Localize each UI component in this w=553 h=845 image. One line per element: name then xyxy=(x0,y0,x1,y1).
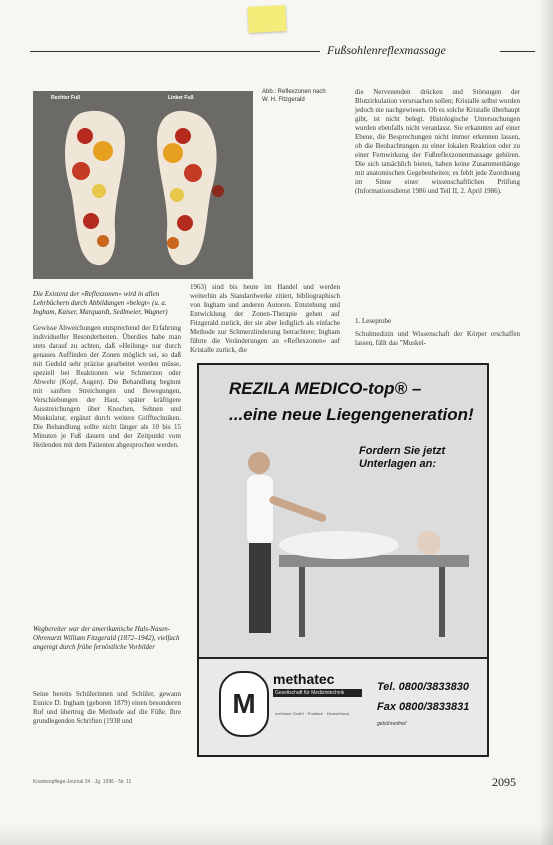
ad-phone[interactable]: Tel. 0800/3833830 xyxy=(377,681,469,693)
methatec-logo: M xyxy=(219,671,269,737)
advertisement[interactable] xyxy=(197,363,489,757)
left-foot-label: Linker Fuß xyxy=(168,95,194,101)
left-column xyxy=(33,324,181,620)
right-foot-label: Rechter Fuß xyxy=(51,95,81,101)
right-column-paragraph: die Nervenenden drücken und Störungen der Blutzirkulation verursachen sollen; Kristalle selbst wurden jedoch nie nachgewiesen. Ob es solche Kristalle überhaupt gibt, ist nicht belegt. Histologische Untersuchungen wurden ebenfalls nicht veranlasst. Sie erkannten auf einer Ebene, die Besprechungen nicht immer erkennen lassen, ob die Beobachtungen zu einer lokalen Reaktion oder zu einer Fernwirkung der Fußreflexzonenmassage gehören. Die sich tatsächlich bieten, haben keine Zusammenhänge mit anatomischen Gegebenheiten; es fehlt jede Zuordnung im Sinne einer wissenschaftlichen Prüfung (Informationsdienst 1986 und Teil II, 2. April 1986). xyxy=(355,88,520,195)
ad-call-to-action: Fordern Sie jetzt Unterlagen an: xyxy=(359,445,446,470)
left-subheading: Wegbereiter war der amerikanische Hals-Nasen-Ohrenarzt William Fitzgerald (1872–1942), vielfach angeregt durch frühe fernöstliche Vorbilder xyxy=(33,625,180,651)
footer-source: Krankenpflege-Journal 34 · Jg. 1996 · Nr. 11 xyxy=(33,779,132,785)
header-rule xyxy=(30,51,320,52)
ad-freecall: gebührenfrei! xyxy=(377,721,407,727)
foot-reflex-illustration xyxy=(33,91,253,279)
left-column-lower xyxy=(33,690,181,766)
right-subheading: 1. Leseprobe xyxy=(355,317,392,325)
ad-contact-panel xyxy=(199,657,487,757)
ad-fax: Fax 0800/3833831 xyxy=(377,701,470,713)
figure-caption: Die Existenz der »Reflexzonen« wird in allen Lehrbüchern durch Abbildungen »belegt« (u. a. Ingham, Kaiser, Marquardt, Sedlmeier, Wagner) xyxy=(33,290,168,316)
foot-reflex-figure xyxy=(33,91,253,279)
ad-brand-name: methatec xyxy=(273,671,335,687)
middle-column xyxy=(190,283,340,359)
ad-headline: REZILA MEDICO-top® – xyxy=(229,379,422,398)
left-column-paragraph: Gewisse Abweichungen entsprechend der Erfahrung individueller Besonderheiten. Überdies habe man stets darauf zu achten, daß »Heilung« nur durch genaues Auffinden der Zonen möglich sei, so daß mit Geduld sehr präzise gearbeitet werden müsse, speziell bei Reaktionen wie Schmerzen oder Abwehr (Kopf, Augen). Die Behandlung beginnt mit sanften Streichungen und Bewegungen, Verschiebungen der Haut, später kräftigere Ausstreichungen über Knochen, Sehnen und Muskulatur, ergänzt durch weitere Grifftechniken. Die Behandlung sollte nicht länger als 10 bis 15 Minuten je Fuß dauern und der Zeitpunkt vom Heilenden mit dem Patienten abgesprochen werden. xyxy=(33,324,181,449)
page-number: 2095 xyxy=(492,775,516,789)
right-column xyxy=(355,88,520,303)
figure-side-caption: Abb.: Reflexzonen nach W. H. Fitzgerald xyxy=(262,89,326,103)
left-column-paragraph-2: Seine bereits Schülerinnen und Schüler, gewann Eunice D. Ingham (geboren 1879) einen besonderen Ruf und übertrug die Methode auf die Füße. Ihre grundlegenden Schriften (1938 und xyxy=(33,690,181,725)
right-column-lower xyxy=(355,330,520,356)
header-rule-right xyxy=(500,51,535,52)
sticky-note xyxy=(247,5,286,33)
ad-brand-tagline: Gesellschaft für Medizintechnik xyxy=(273,689,362,697)
ad-address: methatec GmbH · Postfach · Deutschland xyxy=(275,711,350,716)
section-title: Fußsohlenreflexmassage xyxy=(327,43,446,57)
page-edge-shadow xyxy=(539,0,553,845)
right-column-paragraph-2: Schulmedizin und Wissenschaft der Körper erschaffen lassen, fällt das "Muskel- xyxy=(355,330,520,347)
ad-subheadline: ...eine neue Liegengeneration! xyxy=(229,405,474,424)
middle-column-paragraph: 1963) sind bis heute im Handel und werden weiterhin als Standardwerke zitiert, bibliographisch von Ingham und anderen Autoren. Entstehung und Entwicklung der Zonen-Therapie gehen auf Fitzgerald zurück, der sie aber lediglich als einfache Methode zur Schmerzlinderung betrachtete; Ingham führte die Veränderungen an »Reflexzonen« auf Kristalle zurück, die xyxy=(190,283,340,354)
page-bottom-shadow xyxy=(0,823,553,845)
